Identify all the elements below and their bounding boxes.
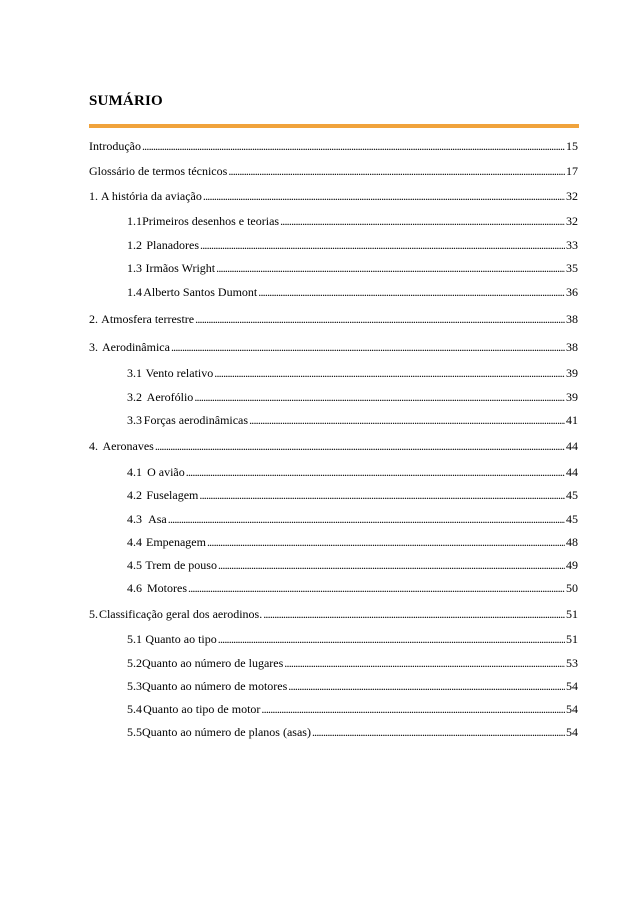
toc-entry[interactable] bbox=[127, 214, 578, 228]
toc-entry-label: Irmãos Wright bbox=[145, 261, 216, 275]
toc-entry-label: Trem de pouso bbox=[145, 558, 217, 572]
toc-entry-label: Aerodinâmica bbox=[101, 340, 170, 354]
toc-entry[interactable] bbox=[89, 164, 578, 178]
toc-entry-label: Vento relativo bbox=[145, 366, 214, 380]
toc-entry-number: 4.2 bbox=[127, 488, 142, 502]
toc-entry-number: 4.1 bbox=[127, 465, 142, 479]
toc-entry-number: 1.4 bbox=[127, 285, 142, 299]
toc-entry[interactable] bbox=[127, 261, 578, 275]
dot-leader bbox=[168, 512, 565, 526]
toc-entry-label: Aeronaves bbox=[102, 439, 154, 453]
toc-entry-label: O avião bbox=[147, 465, 185, 479]
toc-entry[interactable] bbox=[127, 535, 578, 549]
dot-leader bbox=[155, 439, 565, 453]
toc-entry-number: 5. bbox=[89, 607, 98, 621]
toc-title: SUMÁRIO bbox=[89, 93, 163, 109]
toc-entry-page-number: 48 bbox=[566, 535, 578, 549]
toc-entry-label: Quanto ao número de lugares bbox=[142, 656, 284, 670]
dot-leader bbox=[284, 656, 565, 670]
dot-leader bbox=[195, 312, 565, 326]
dot-leader bbox=[258, 285, 565, 299]
toc-entry[interactable] bbox=[127, 285, 578, 299]
toc-entry[interactable] bbox=[127, 558, 578, 572]
toc-entry[interactable] bbox=[127, 390, 578, 404]
dot-leader bbox=[228, 164, 565, 178]
toc-entry[interactable] bbox=[127, 581, 578, 595]
toc-entry-number: 1.1 bbox=[127, 214, 142, 228]
dot-leader bbox=[261, 702, 565, 716]
toc-entry-page-number: 51 bbox=[566, 607, 578, 621]
toc-entry-label: Alberto Santos Dumont bbox=[143, 285, 258, 299]
toc-entry[interactable] bbox=[127, 488, 578, 502]
toc-entry-number: 5.3 bbox=[127, 679, 142, 693]
dot-leader bbox=[218, 632, 565, 646]
toc-entry-label: Planadores bbox=[146, 238, 200, 252]
toc-entry-number: 4.3 bbox=[127, 512, 142, 526]
toc-entry-number: 5.4 bbox=[127, 702, 142, 716]
toc-entry-label: Empenagem bbox=[145, 535, 206, 549]
toc-entry[interactable] bbox=[89, 607, 578, 621]
toc-entry[interactable] bbox=[89, 189, 578, 203]
dot-leader bbox=[188, 581, 565, 595]
toc-entry-number: 1.2 bbox=[127, 238, 142, 252]
toc-entry[interactable] bbox=[127, 702, 578, 716]
toc-entry[interactable] bbox=[127, 413, 578, 427]
dot-leader bbox=[171, 340, 565, 354]
toc-entry[interactable] bbox=[127, 366, 578, 380]
toc-entry-label: Classificação geral dos aerodinos. bbox=[98, 607, 263, 621]
toc-entry-number: 4.6 bbox=[127, 581, 142, 595]
toc-entry[interactable] bbox=[127, 656, 578, 670]
toc-entry[interactable] bbox=[89, 139, 578, 153]
toc-entry[interactable] bbox=[89, 312, 578, 326]
toc-entry-number: 4.4 bbox=[127, 535, 142, 549]
toc-entry-page-number: 45 bbox=[566, 512, 578, 526]
toc-entry-label: Glossário de termos técnicos bbox=[89, 164, 228, 178]
toc-entry-page-number: 44 bbox=[566, 439, 578, 453]
dot-leader bbox=[203, 189, 565, 203]
toc-entry-page-number: 44 bbox=[566, 465, 578, 479]
toc-entry-number: 2. bbox=[89, 312, 98, 326]
toc-entry-number: 1.3 bbox=[127, 261, 142, 275]
toc-entry-page-number: 17 bbox=[566, 164, 578, 178]
toc-entry-number: 4. bbox=[89, 439, 98, 453]
dot-leader bbox=[186, 465, 565, 479]
dot-leader bbox=[200, 238, 565, 252]
toc-entry-page-number: 15 bbox=[566, 139, 578, 153]
toc-entry-label: Forças aerodinâmicas bbox=[143, 413, 249, 427]
toc-entry-page-number: 33 bbox=[566, 238, 578, 252]
toc-entry-label: Asa bbox=[148, 512, 167, 526]
toc-entry-page-number: 38 bbox=[566, 312, 578, 326]
toc-entry-page-number: 39 bbox=[566, 366, 578, 380]
toc-entry[interactable] bbox=[127, 632, 578, 646]
toc-entry-page-number: 54 bbox=[566, 725, 578, 739]
toc-entry-number: 1. bbox=[89, 189, 98, 203]
toc-entry-number: 3.3 bbox=[127, 413, 142, 427]
toc-entry-label: A história da aviação bbox=[100, 189, 202, 203]
toc-entry[interactable] bbox=[127, 679, 578, 693]
dot-leader bbox=[288, 679, 565, 693]
toc-entry[interactable] bbox=[127, 238, 578, 252]
toc-entry[interactable] bbox=[127, 465, 578, 479]
toc-entry-page-number: 49 bbox=[566, 558, 578, 572]
toc-entry[interactable] bbox=[89, 439, 578, 453]
toc-entry-number: 5.2 bbox=[127, 656, 142, 670]
toc-entry-number: 4.5 bbox=[127, 558, 142, 572]
toc-entry-label: Quanto ao número de planos (asas) bbox=[142, 725, 311, 739]
toc-entry-page-number: 53 bbox=[566, 656, 578, 670]
toc-entry-label: Motores bbox=[147, 581, 187, 595]
dot-leader bbox=[218, 558, 565, 572]
dot-leader bbox=[216, 261, 565, 275]
toc-entry-number: 3.2 bbox=[127, 390, 142, 404]
toc-entry-page-number: 45 bbox=[566, 488, 578, 502]
toc-entry-label: Introdução bbox=[89, 139, 141, 153]
toc-entry-label: Quanto ao tipo de motor bbox=[143, 702, 261, 716]
dot-leader bbox=[312, 725, 565, 739]
dot-leader bbox=[199, 488, 565, 502]
dot-leader bbox=[249, 413, 565, 427]
toc-entry-page-number: 32 bbox=[566, 214, 578, 228]
toc-entry-page-number: 39 bbox=[566, 390, 578, 404]
toc-entry-number: 3.1 bbox=[127, 366, 142, 380]
dot-leader bbox=[214, 366, 565, 380]
title-divider bbox=[89, 124, 579, 128]
toc-entry-page-number: 36 bbox=[566, 285, 578, 299]
toc-entry-page-number: 32 bbox=[566, 189, 578, 203]
toc-entry-page-number: 41 bbox=[566, 413, 578, 427]
dot-leader bbox=[280, 214, 565, 228]
toc-entry[interactable] bbox=[127, 725, 578, 739]
dot-leader bbox=[263, 607, 565, 621]
toc-entry-label: Aerofólio bbox=[146, 390, 194, 404]
toc-entry-page-number: 54 bbox=[566, 702, 578, 716]
toc-entry-label: Fuselagem bbox=[146, 488, 199, 502]
toc-entry-number: 5.5 bbox=[127, 725, 142, 739]
toc-entry-label: Quanto ao tipo bbox=[145, 632, 217, 646]
toc-entry-page-number: 50 bbox=[566, 581, 578, 595]
toc-entry-label: Atmosfera terrestre bbox=[101, 312, 195, 326]
toc-entry-page-number: 38 bbox=[566, 340, 578, 354]
toc-entry-label: Primeiros desenhos e teorias bbox=[142, 214, 280, 228]
dot-leader bbox=[207, 535, 565, 549]
toc-entry[interactable] bbox=[127, 512, 578, 526]
toc-entry-page-number: 54 bbox=[566, 679, 578, 693]
toc-entry-page-number: 51 bbox=[566, 632, 578, 646]
toc-entry-label: Quanto ao número de motores bbox=[142, 679, 288, 693]
dot-leader bbox=[194, 390, 565, 404]
toc-entry-number: 3. bbox=[89, 340, 98, 354]
toc-entry-number: 5.1 bbox=[127, 632, 142, 646]
dot-leader bbox=[142, 139, 565, 153]
toc-entry[interactable] bbox=[89, 340, 578, 354]
toc-entry-page-number: 35 bbox=[566, 261, 578, 275]
